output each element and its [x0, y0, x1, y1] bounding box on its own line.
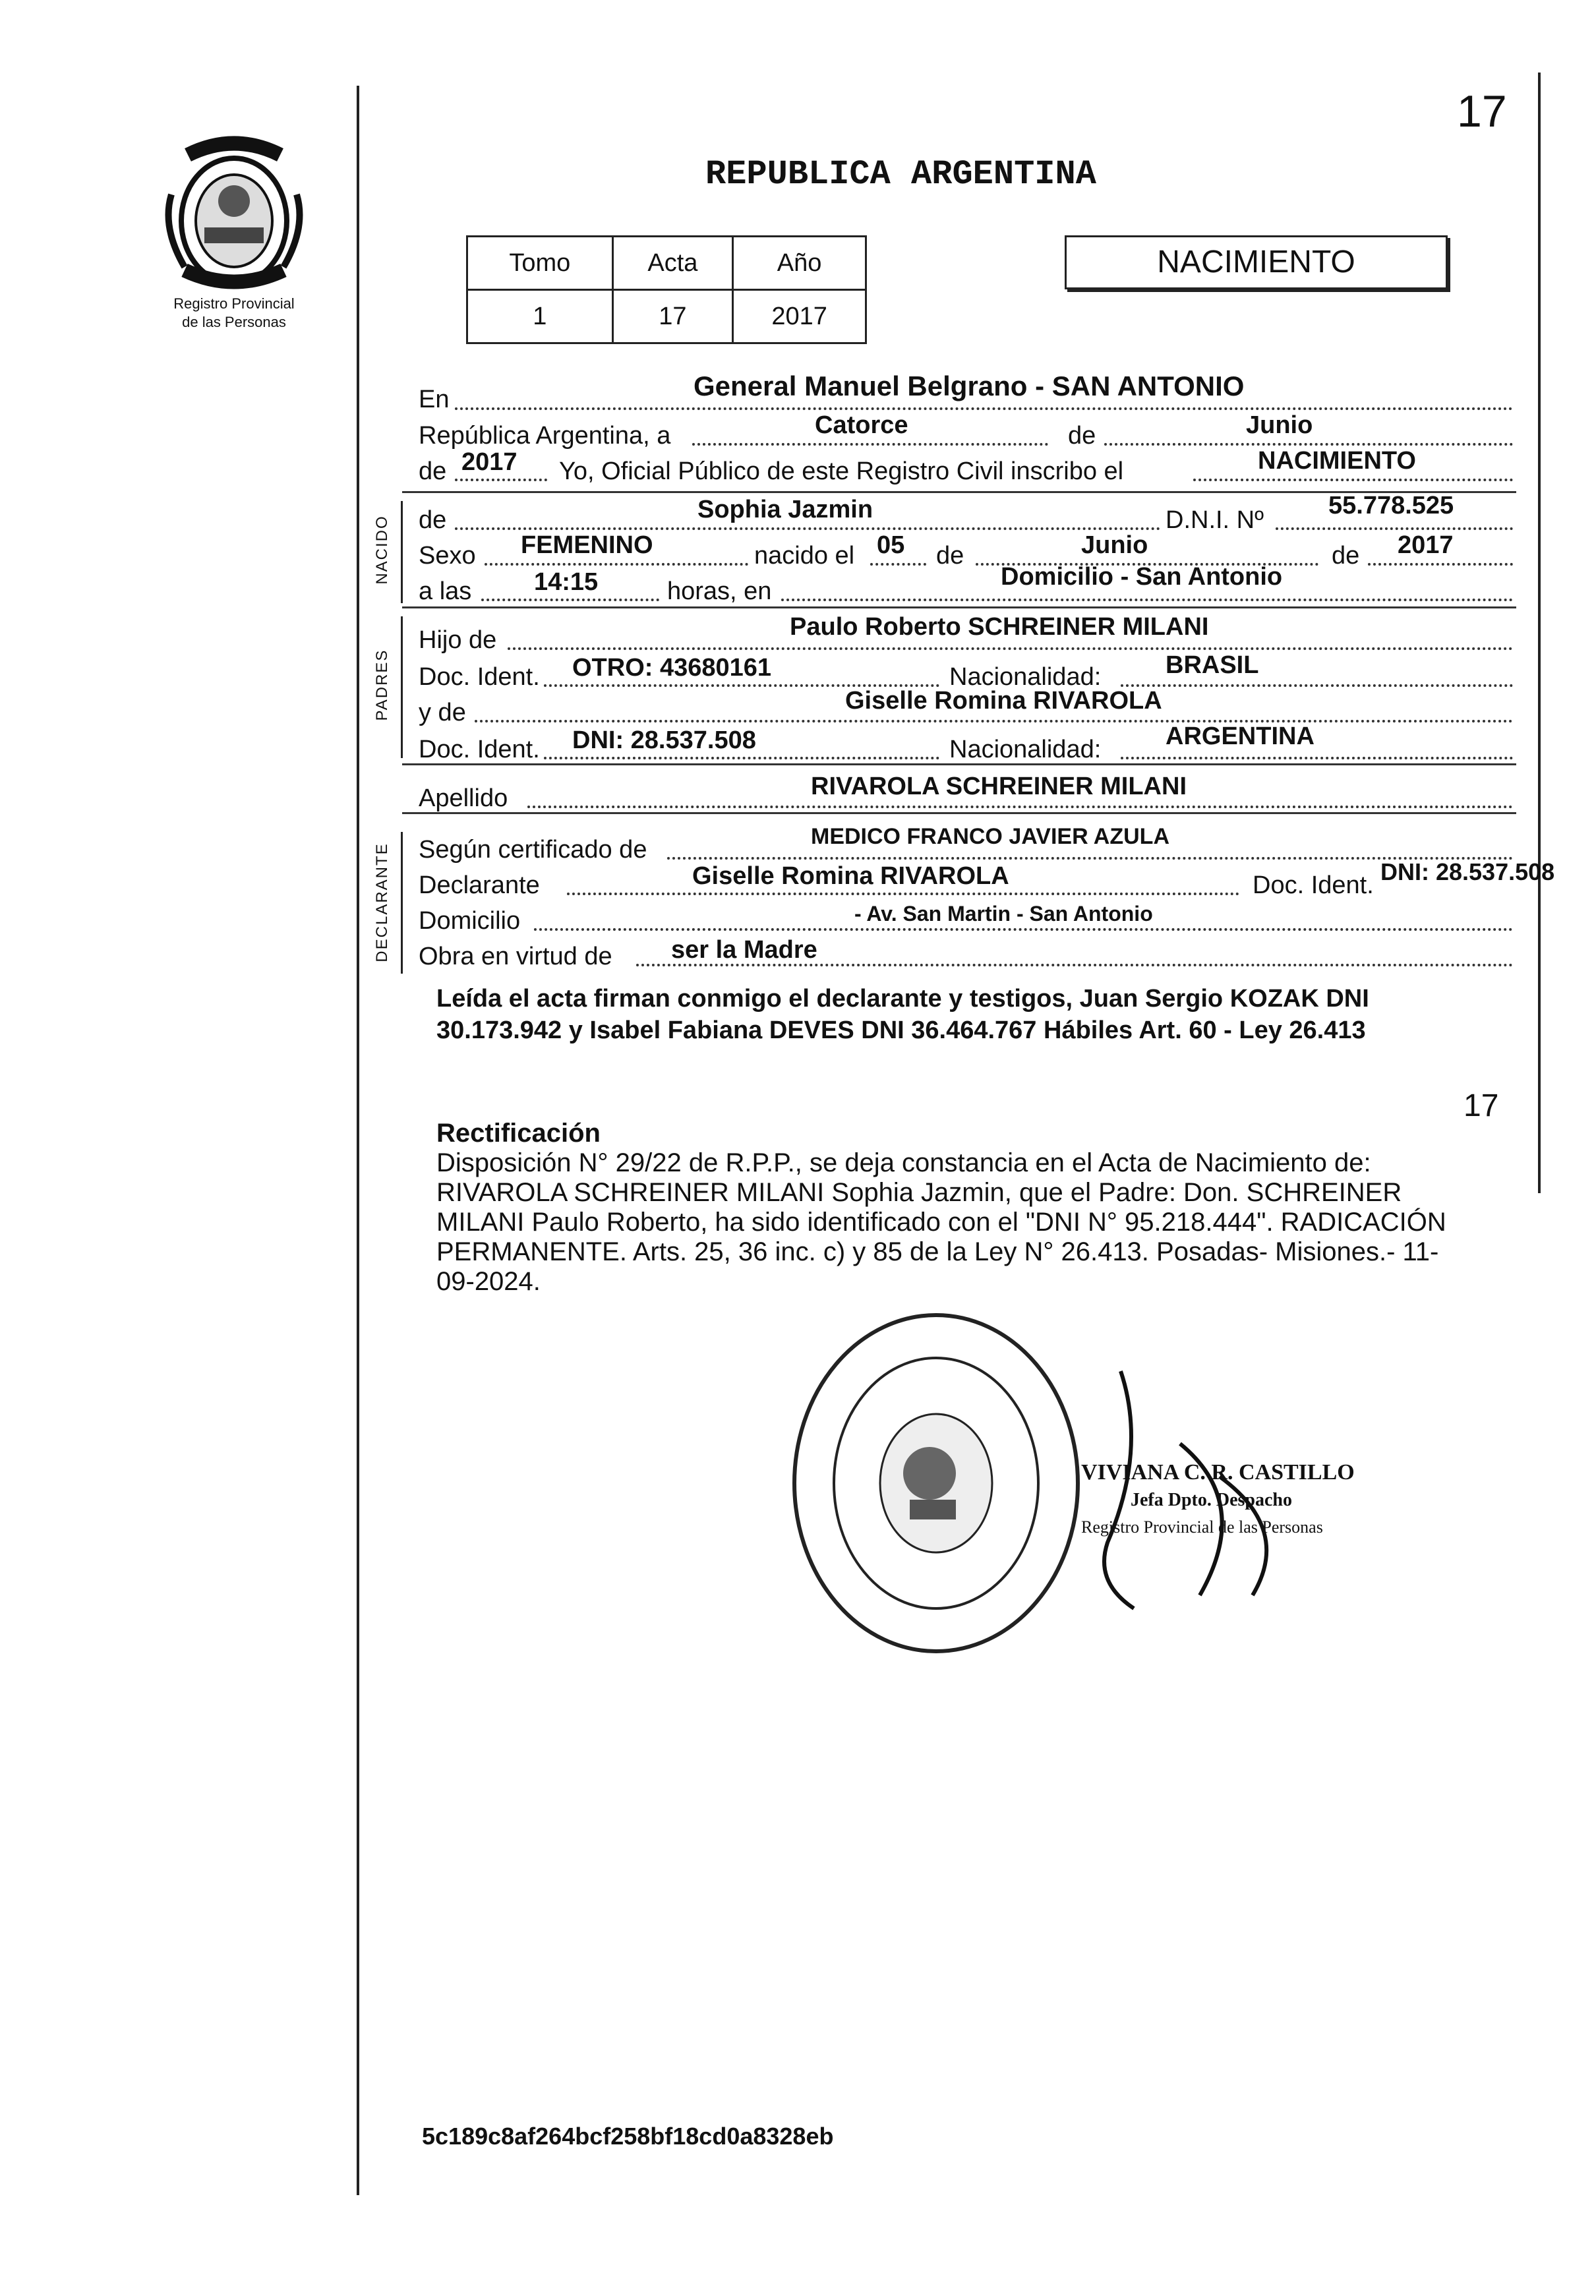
label-nacido-el: nacido el — [754, 542, 855, 570]
value-anio: 2017 — [461, 448, 517, 476]
value-declarante: Giselle Romina RIVAROLA — [692, 862, 1009, 890]
rule-3 — [402, 763, 1516, 765]
value-padre: Paulo Roberto SCHREINER MILANI — [790, 613, 1209, 641]
header-tomo: Tomo — [467, 237, 613, 290]
value-sexo: FEMENINO — [521, 531, 653, 559]
rectificacion-number: 17 — [1463, 1088, 1499, 1123]
label-a-las: a las — [419, 577, 472, 605]
label-doc-padre: Doc. Ident. — [419, 663, 540, 691]
dotline-tipo — [1193, 479, 1513, 481]
register-table — [466, 235, 867, 344]
header-anio: Año — [733, 237, 866, 290]
rectificacion-line-2: RIVAROLA SCHREINER MILANI Sophia Jazmin, que el Padre: Don. SCHREINER — [436, 1178, 1402, 1207]
dotline-hora — [481, 599, 659, 601]
dotline-declarante — [567, 893, 1239, 895]
value-dia-nac: 05 — [877, 531, 905, 559]
dotline-anio-nac — [1368, 563, 1513, 566]
dotline-dia — [692, 443, 1048, 446]
value-tipo: NACIMIENTO — [1258, 447, 1416, 475]
value-dni: 55.778.525 — [1328, 492, 1454, 519]
side-label-padres: PADRES — [373, 649, 391, 721]
header-acta: Acta — [612, 237, 733, 290]
value-apellido: RIVAROLA SCHREINER MILANI — [811, 773, 1187, 800]
dotline-madre-doc — [544, 757, 939, 759]
record-type-label: NACIMIENTO — [1157, 245, 1355, 280]
value-hora: 14:15 — [534, 568, 599, 596]
value-padre-nac: BRASIL — [1166, 651, 1259, 679]
dotline-mes — [1104, 443, 1513, 446]
page-number: 17 — [1457, 86, 1507, 136]
dotline-domicilio — [534, 928, 1513, 931]
signature-office: Registro Provincial de las Personas — [1081, 1517, 1323, 1537]
dotline-anio — [455, 479, 547, 481]
value-anio: 2017 — [733, 290, 866, 343]
label-obra: Obra en virtud de — [419, 943, 612, 970]
label-declarante: Declarante — [419, 871, 540, 899]
value-mes-nac: Junio — [1081, 531, 1148, 559]
padres-bracket — [401, 616, 403, 758]
label-y-de: y de — [419, 699, 466, 726]
value-nombre: Sophia Jazmin — [697, 496, 873, 523]
rule-2 — [402, 606, 1516, 608]
dotline-apellido — [527, 806, 1513, 808]
rectificacion-line-5: 09-2024. — [436, 1267, 541, 1296]
record-type-box — [1065, 235, 1448, 289]
label-apellido: Apellido — [419, 784, 508, 812]
value-acta: 17 — [612, 290, 733, 343]
signature-title: Jefa Dpto. Despacho — [1131, 1490, 1292, 1510]
dotline-padre-nac — [1121, 684, 1513, 687]
label-nombre-de: de — [419, 506, 447, 534]
label-segun: Según certificado de — [419, 836, 647, 864]
value-obra: ser la Madre — [671, 936, 817, 964]
rectificacion-line-4: PERMANENTE. Arts. 25, 36 inc. c) y 85 de la Ley N° 26.413. Posadas- Misiones.- 11- — [436, 1237, 1439, 1266]
rectificacion-title: Rectificación — [436, 1119, 601, 1148]
label-en: En — [419, 386, 450, 413]
label-horas-en: horas, en — [667, 577, 772, 605]
dotline-madre-nac — [1121, 757, 1513, 759]
value-madre: Giselle Romina RIVAROLA — [845, 687, 1162, 715]
label-hijo-de: Hijo de — [419, 626, 497, 654]
closing-line-2: 30.173.942 y Isabel Fabiana DEVES DNI 36.464.767 Hábiles Art. 60 - Ley 26.413 — [436, 1016, 1366, 1044]
value-lugar-nac: Domicilio - San Antonio — [1001, 563, 1283, 591]
logo-caption-1: Registro Provincial — [173, 295, 295, 312]
value-declarante-doc: DNI: 28.537.508 — [1380, 858, 1555, 885]
signature-scribble — [1081, 1345, 1358, 1628]
side-label-nacido: NACIDO — [373, 515, 391, 585]
dotline-lugar-nac — [781, 599, 1513, 601]
label-dni: D.N.I. Nº — [1166, 506, 1264, 534]
dotline-padre — [508, 647, 1513, 650]
dotline-dia-nac — [870, 563, 926, 566]
value-madre-doc: DNI: 28.537.508 — [572, 726, 756, 754]
dotline-dni — [1276, 527, 1513, 530]
dotline-lugar — [455, 407, 1513, 410]
rectificacion-line-3: MILANI Paulo Roberto, ha sido identificado con el "DNI N° 95.218.444". RADICACIÓN — [436, 1208, 1446, 1237]
official-stamp — [788, 1309, 1084, 1658]
label-nacionalidad-madre: Nacionalidad: — [949, 736, 1102, 763]
value-anio-nac: 2017 — [1398, 531, 1454, 559]
logo-caption-2: de las Personas — [182, 314, 286, 330]
value-padre-doc: OTRO: 43680161 — [572, 654, 772, 682]
declarante-bracket — [401, 832, 403, 974]
label-de-mes-nac: de — [936, 542, 964, 570]
label-sexo: Sexo — [419, 542, 476, 570]
value-domicilio: - Av. San Martin - San Antonio — [854, 902, 1153, 926]
dotline-sexo — [485, 563, 748, 566]
value-dia: Catorce — [815, 411, 908, 439]
left-margin-line — [357, 86, 359, 2195]
label-doc-declarante: Doc. Ident. — [1253, 871, 1374, 899]
label-domicilio: Domicilio — [419, 907, 521, 935]
value-tomo: 1 — [467, 290, 613, 343]
label-de-anio-nac: de — [1332, 542, 1360, 570]
value-lugar: General Manuel Belgrano - SAN ANTONIO — [694, 370, 1245, 401]
rule-4 — [402, 812, 1516, 814]
label-de: de — [1068, 422, 1096, 450]
label-nacionalidad-padre: Nacionalidad: — [949, 663, 1102, 691]
document-hash: 5c189c8af264bcf258bf18cd0a8328eb — [422, 2123, 834, 2150]
province-logo — [158, 135, 310, 293]
right-margin-line — [1538, 73, 1541, 1193]
dotline-madre — [475, 720, 1513, 722]
value-madre-nac: ARGENTINA — [1166, 722, 1315, 750]
value-mes: Junio — [1246, 411, 1313, 439]
label-doc-madre: Doc. Ident. — [419, 736, 540, 763]
dotline-nombre — [455, 527, 1160, 530]
signature-name: VIVIANA C. R. CASTILLO — [1081, 1460, 1355, 1485]
value-certificado: MEDICO FRANCO JAVIER AZULA — [811, 824, 1169, 849]
side-label-declarante: DECLARANTE — [373, 842, 391, 962]
label-yo: Yo, Oficial Público de este Registro Civil inscribo el — [559, 457, 1124, 485]
rectificacion-body — [436, 1148, 1518, 1297]
label-republica: República Argentina, a — [419, 422, 671, 450]
closing-line-1: Leída el acta firman conmigo el declarante y testigos, Juan Sergio KOZAK DNI — [436, 985, 1369, 1013]
document-title: REPUBLICA ARGENTINA — [705, 155, 1096, 194]
rectificacion-line-1: Disposición N° 29/22 de R.P.P., se deja constancia en el Acta de Nacimiento de: — [436, 1148, 1371, 1177]
label-de-anio: de — [419, 457, 447, 485]
nacido-bracket — [401, 501, 403, 603]
